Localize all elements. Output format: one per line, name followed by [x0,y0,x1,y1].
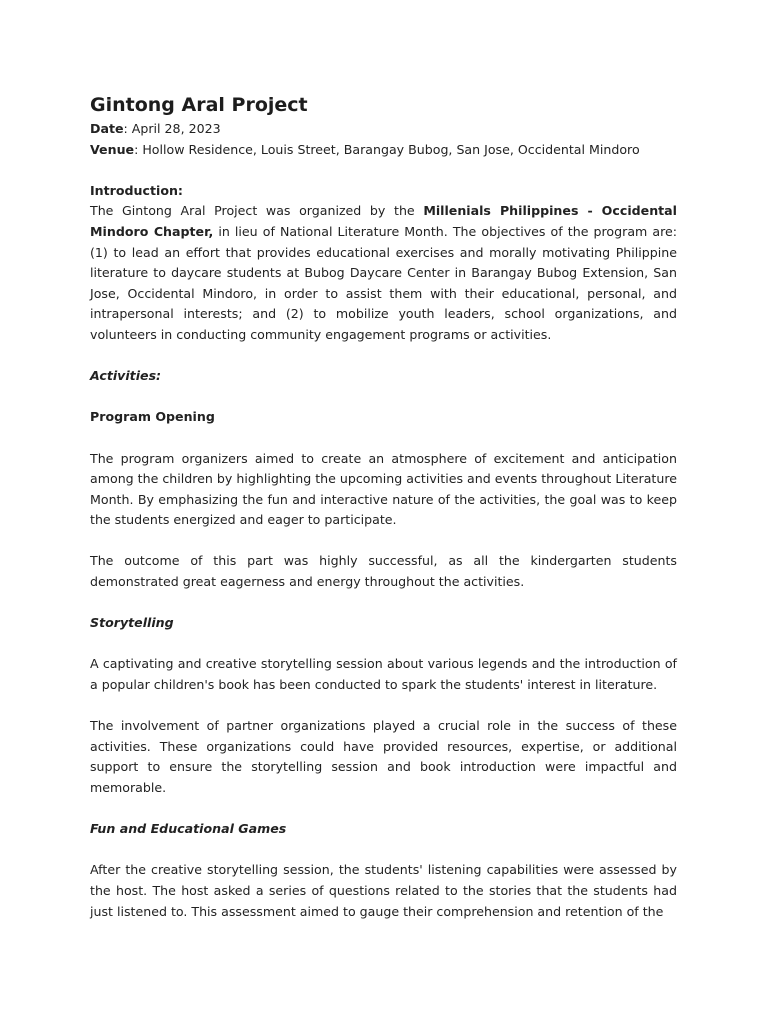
spacer [90,531,677,552]
spacer [90,346,677,367]
organization-name: Millenials Philippines - Occidental Mindoro Chapter, [90,203,677,239]
storytelling-heading: Storytelling [90,615,174,631]
activities-heading: Activities: [90,368,162,384]
storytelling-paragraph-1: A captivating and creative storytelling session about various legends and the introduction of a popular children's book has been conducted to spark the students' interest in literature. [90,656,677,693]
spacer [90,696,677,717]
venue-label: Venue [90,141,135,157]
introduction-heading: Introduction: [90,182,183,198]
date-value: : April 28, 2023 [123,121,221,136]
introduction-paragraph [90,201,677,345]
intro-text-end: in lieu of National Literature Month. The objectives of the program are: (1) to lead an effort that provides educational exercises and morally motivating Philippine literature to daycare students at Bubog Daycare Center in Barangay Bubog Extension, San Jose, Occidental Mindoro, in order to assist them with their educational, personal, and intrapersonal interests; and (2) to mobilize youth leaders, school organizations, and volunteers in conducting community engagement programs or activities. [90,223,678,342]
date-label: Date [90,121,124,136]
spacer [90,428,677,449]
document-title: Gintong Aral Project [90,94,308,116]
venue-value: : Hollow Residence, Louis Street, Barangay Bubog, San Jose, Occidental Mindoro [134,141,640,157]
spacer [90,387,677,408]
spacer [90,634,677,655]
program-opening-paragraph-1: The program organizers aimed to create an atmosphere of excitement and anticipation among the children by highlighting the upcoming activities and events throughout Literature Month. By emphasizing the fun and interactive nature of the activities, the goal was to keep the students energized and eager to participate. [90,450,677,528]
spacer [90,160,677,181]
intro-text-start: The Gintong Aral Project was organized by the [90,203,424,219]
spacer [90,799,677,820]
spacer [90,840,677,861]
date-line [90,119,677,140]
document-page [90,92,677,922]
games-paragraph-1: After the creative storytelling session, the students' listening capabilities were assessed by the host. The host asked a series of questions related to the stories that the students had just listened to. This assessment aimed to gauge their comprehension and retention of the [90,862,677,919]
program-opening-heading: Program Opening [90,409,215,425]
program-opening-paragraph-2: The outcome of this part was highly successful, as all the kindergarten students demonstrated great eagerness and energy throughout the activities. [90,553,677,590]
storytelling-paragraph-2: The involvement of partner organizations played a crucial role in the success of these activities. These organizations could have provided resources, expertise, or additional support to ensure the storytelling session and book introduction were impactful and memorable. [90,718,677,795]
games-heading: Fun and Educational Games [90,821,287,837]
spacer [90,593,677,614]
venue-line [90,140,677,161]
